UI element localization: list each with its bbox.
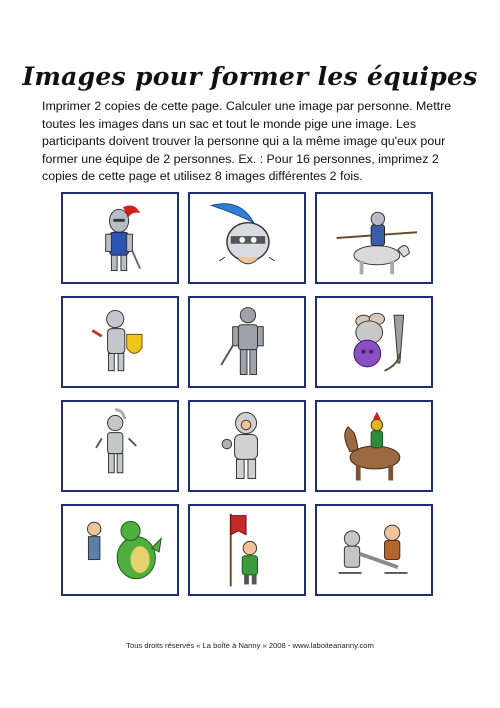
knight-duel-icon [317,506,431,594]
picture-card [61,400,179,492]
picture-card [188,400,306,492]
knight-chainmail-icon [190,402,304,490]
knight-red-plume-icon [63,194,177,282]
picture-card [188,504,306,596]
knight-dragon-icon [63,506,177,594]
mouse-knight-thimble-icon [317,298,431,386]
instructions-text: Imprimer 2 copies de cette page. Calculer une image par personne. Mettre toutes les images dans un sac et tout le monde pige une image. Les participants doivent trouver la personne qui a la même image qu'eux pour former une équipe de 2 personnes. Ex. : Pour 16 personnes, imprimez 2 copies de cette page et utilisez 8 images différentes 2 fois. [42,99,452,184]
knight-banner-icon [190,506,304,594]
copyright-footer: Tous droits réservés « La boîte à Nanny » 2008 - www.laboiteananny.com [126,641,374,650]
picture-card [61,504,179,596]
picture-card [188,296,306,388]
knight-sword-icon [190,298,304,386]
knight-helmet-blue-plume-icon [190,194,304,282]
picture-card [61,192,179,284]
picture-card [315,400,433,492]
picture-card [61,296,179,388]
donkey-rider-icon [317,402,431,490]
picture-card [315,504,433,596]
picture-card [188,192,306,284]
knight-on-horse-lance-icon [317,194,431,282]
picture-card [315,296,433,388]
page-title: Images pour former les équipes [22,62,478,91]
knight-shield-icon [63,298,177,386]
knight-armor-icon [63,402,177,490]
picture-card [315,192,433,284]
